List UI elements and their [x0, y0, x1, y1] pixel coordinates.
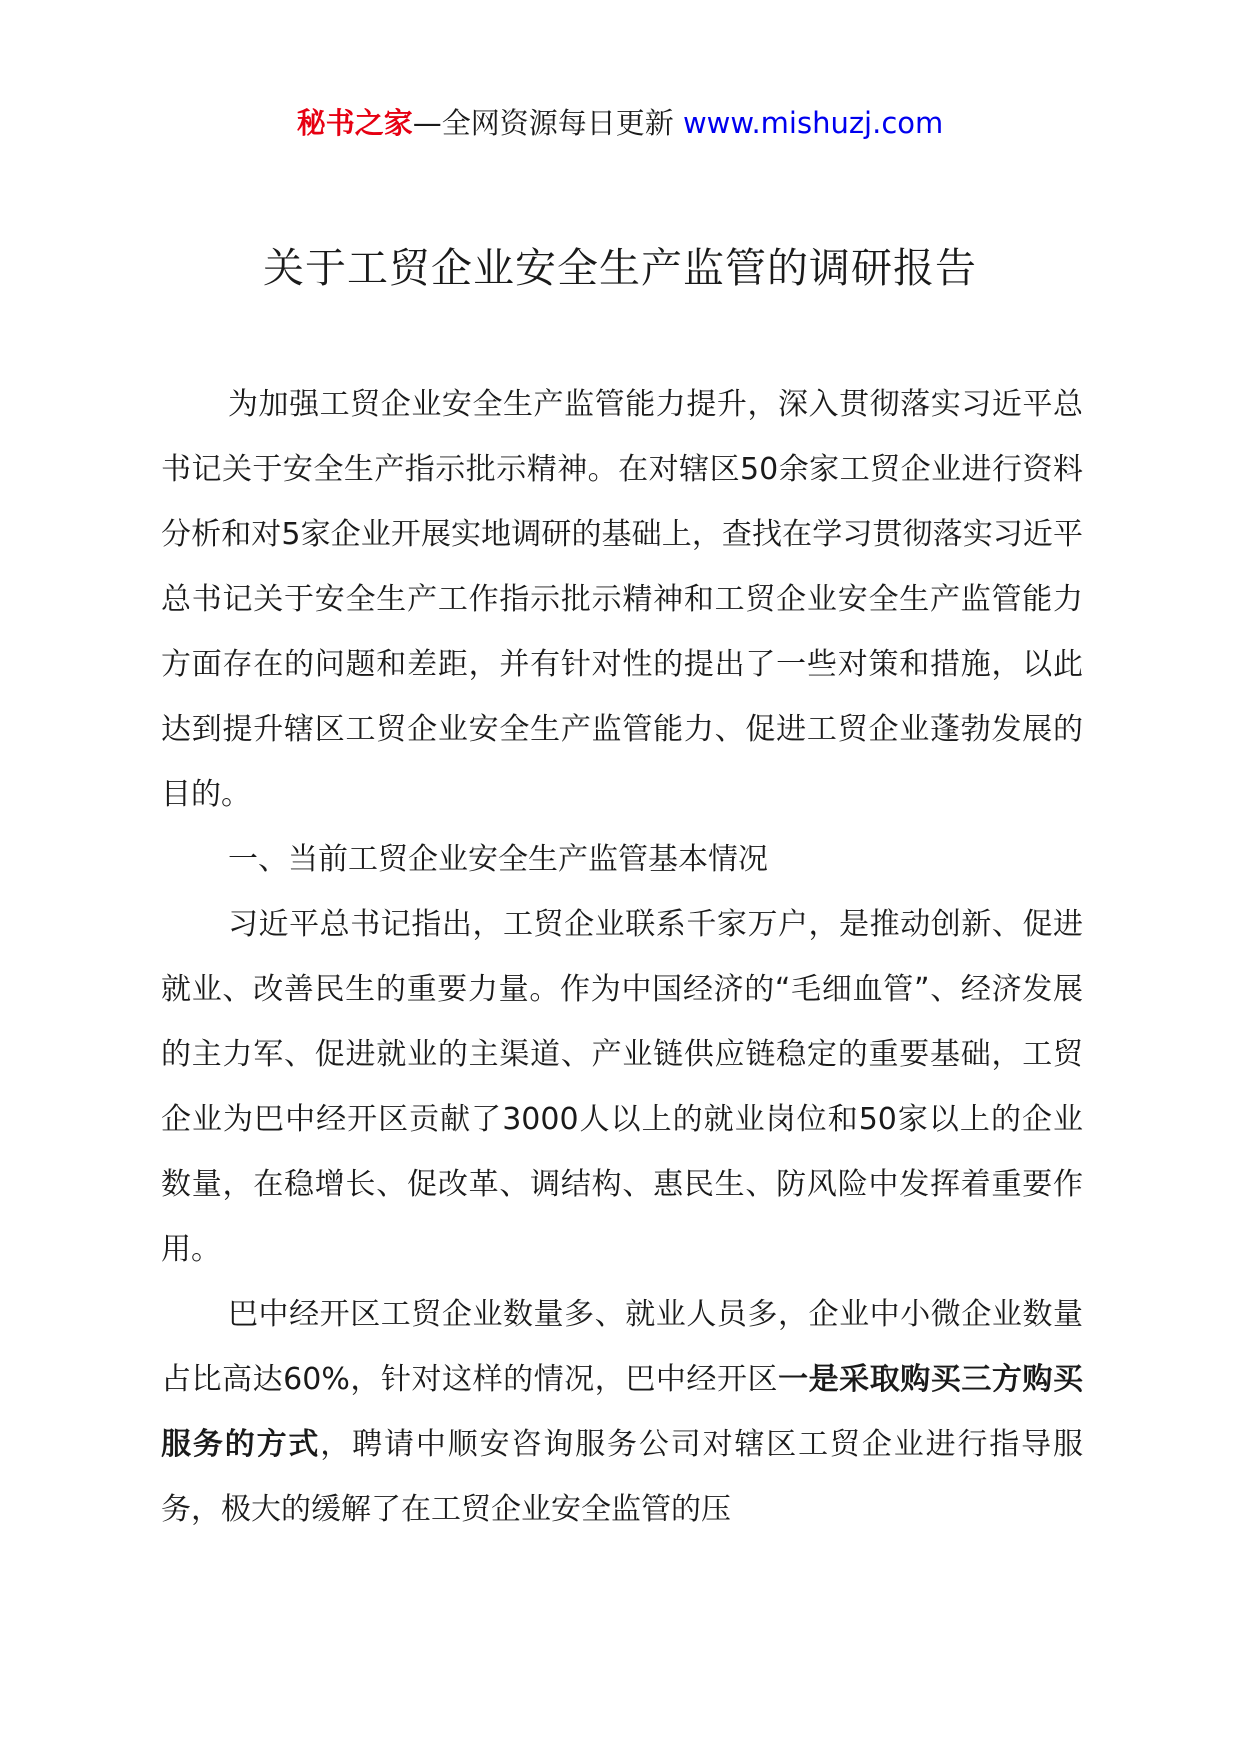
measures-emphasis: 一是采取购买三方购买服务的方式 — [161, 1362, 1083, 1462]
site-tagline: —全网资源每日更新 — [412, 106, 683, 140]
measures-text-end: ，聘请中顺安咨询服务公司对辖区工贸企业进行指导服务，极大的缓解了在工贸企业安全监管的压 — [161, 1427, 1084, 1527]
document-title: 关于工贸企业安全生产监管的调研报告 — [263, 244, 977, 292]
site-url-link[interactable]: www.mishuzj.com — [682, 106, 944, 140]
section-heading: 一、当前工贸企业安全生产监管基本情况 — [228, 842, 768, 877]
measures-text-start: 巴中经开区工贸企业数量多、就业人员多，企业中小微企业数量占比高达60%，针对这样的情况，巴中经开区 — [161, 1297, 1083, 1397]
brand-name: 秘书之家 — [296, 106, 413, 140]
site-header — [0, 103, 1240, 143]
measures-paragraph — [161, 1282, 1083, 1542]
intro-paragraph: 为加强工贸企业安全生产监管能力提升，深入贯彻落实习近平总书记关于安全生产指示批示精神。在对辖区50余家工贸企业进行资料分析和对5家企业开展实地调研的基础上，查找在学习贯彻落实习近平总书记关于安全生产工作指示批示精神和工贸企业安全生产监管能力方面存在的问题和差距，并有针对性的提出了一些对策和措施，以此达到提升辖区工贸企业安全生产监管能力、促进工贸企业蓬勃发展的目的。 — [161, 387, 1083, 812]
context-paragraph: 习近平总书记指出，工贸企业联系千家万户，是推动创新、促进就业、改善民生的重要力量。作为中国经济的“毛细血管”、经济发展的主力军、促进就业的主渠道、产业链供应链稳定的重要基础，工贸企业为巴中经开区贡献了3000人以上的就业岗位和50家以上的企业数量，在稳增长、促改革、调结构、惠民生、防风险中发挥着重要作用。 — [161, 907, 1083, 1267]
document-body — [161, 372, 1083, 1542]
